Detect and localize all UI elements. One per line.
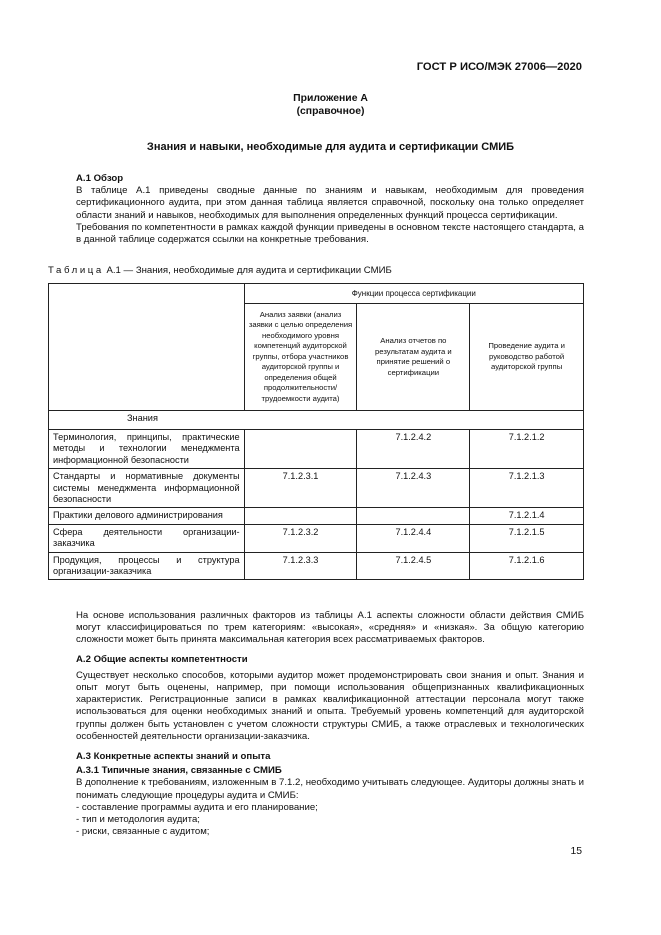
table-caption [48, 265, 392, 276]
table-cell: 7.1.2.1.4 [470, 508, 584, 524]
table-cell: 7.1.2.4.5 [357, 552, 470, 580]
table-caption-prefix: Таблица [48, 265, 104, 276]
list-item: - составление программы аудита и его планирование; [76, 801, 318, 813]
table-row [49, 508, 584, 524]
table-cell [244, 430, 357, 469]
table-col-header-2: Анализ отчетов по результатам аудита и принятие решений о сертификации [357, 304, 470, 411]
list-item: - риски, связанные с аудитом; [76, 826, 210, 838]
table-cell: 7.1.2.3.3 [244, 552, 357, 580]
table-row-label: Практики делового администрирования [49, 508, 245, 524]
table-cell: 7.1.2.1.6 [470, 552, 584, 580]
knowledge-table [48, 283, 584, 580]
table-cell [244, 508, 357, 524]
section-a3-1-paragraph: В дополнение к требованиям, изложенным в 7.1.2, необходимо учитывать следующее. Аудиторы должны знать и понимать следующие процедуры аудита и СМИБ: [76, 777, 584, 801]
table-header-row [49, 284, 584, 304]
table-corner-cell [49, 284, 245, 411]
table-row-label: Терминология, принципы, практические методы и технологии менеджмента информационной безопасности [49, 430, 245, 469]
table-cell: 7.1.2.3.2 [244, 524, 357, 552]
table-cell: 7.1.2.1.5 [470, 524, 584, 552]
appendix-note: (справочное) [296, 106, 365, 117]
table-cell: 7.1.2.4.4 [357, 524, 470, 552]
table-row [49, 524, 584, 552]
table-cell: 7.1.2.1.2 [470, 430, 584, 469]
table-row-label: Продукция, процессы и структура организации-заказчика [49, 552, 245, 580]
table-cell: 7.1.2.4.2 [357, 430, 470, 469]
complexity-paragraph: На основе использования различных факторов из таблицы А.1 аспекты сложности области действия СМИБ могут классифицироваться по трем категориям: «высокая», «средняя» и «низкая». За общую категорию сложности может быть принята максимальная категория всех рассматриваемых факторов. [76, 610, 584, 646]
section-a2-heading: А.2 Общие аспекты компетентности [76, 653, 248, 665]
table-cell: 7.1.2.3.1 [244, 469, 357, 508]
list-item: - тип и методология аудита; [76, 814, 200, 826]
table-section-label: Знания [49, 411, 584, 430]
table-cell [357, 508, 470, 524]
table-row-label: Сфера деятельности организации-заказчика [49, 524, 245, 552]
table-col-header-1: Анализ заявки (анализ заявки с целью определения необходимого уровня компетенций аудиторской группы, отбора участников аудиторской группы и определения общей продолжительности/трудоемкости аудита) [244, 304, 357, 411]
body-after-table [76, 610, 584, 838]
table-section-row [49, 411, 584, 430]
table-row [49, 552, 584, 580]
section-a1-paragraph-2: Требования по компетентности в рамках каждой функции приведены в основном тексте настоящего стандарта, а в данной таблице содержатся ссылки на конкретные требования. [76, 221, 584, 246]
section-a3-1-heading: А.3.1 Типичные знания, связанные с СМИБ [76, 765, 282, 777]
table-caption-text: А.1 — Знания, необходимые для аудита и сертификации СМИБ [103, 265, 392, 276]
section-a1 [76, 173, 584, 246]
appendix-title: Приложение А [293, 93, 368, 104]
section-a2-paragraph: Существует несколько способов, которыми аудитор может продемонстрировать свои знания и опыт. Знания и опыт могут быть оценены, например, при помощи использования общепризнанных квалификационных характеристик. Регистрационные записи в рамках квалификационной аттестации персонала могут также использоваться для оценки необходимых знаний и опыта. Требуемый уровень компетенций для аудиторской группы должен быть установлен с учетом сложности структуры СМИБ, а также отраслевых и технологических особенностей деятельности организации-заказчика. [76, 669, 584, 742]
section-a3-heading: А.3 Конкретные аспекты знаний и опыта [76, 751, 271, 763]
document-title: Знания и навыки, необходимые для аудита и сертификации СМИБ [146, 141, 515, 153]
table-cell: 7.1.2.1.3 [470, 469, 584, 508]
section-a1-paragraph-1: В таблице А.1 приведены сводные данные по знаниям и навыкам, необходимым для проведения сертификационного аудита, при этом данная таблица является справочной, поскольку она только определяет области знаний и навыков, необходимых для выполнения определенных функций процесса сертификации. [76, 185, 584, 221]
table-group-header: Функции процесса сертификации [244, 284, 583, 304]
table-cell: 7.1.2.4.3 [357, 469, 470, 508]
appendix-heading [0, 92, 661, 118]
page-number: 15 [570, 846, 582, 857]
table-col-header-3: Проведение аудита и руководство работой аудиторской группы [470, 304, 584, 411]
standard-code: ГОСТ Р ИСО/МЭК 27006—2020 [416, 61, 582, 73]
table-row [49, 469, 584, 508]
table-row-label: Стандарты и нормативные документы системы менеджмента информационной безопасности [49, 469, 245, 508]
section-a1-heading: А.1 Обзор [76, 173, 124, 184]
table-row [49, 430, 584, 469]
